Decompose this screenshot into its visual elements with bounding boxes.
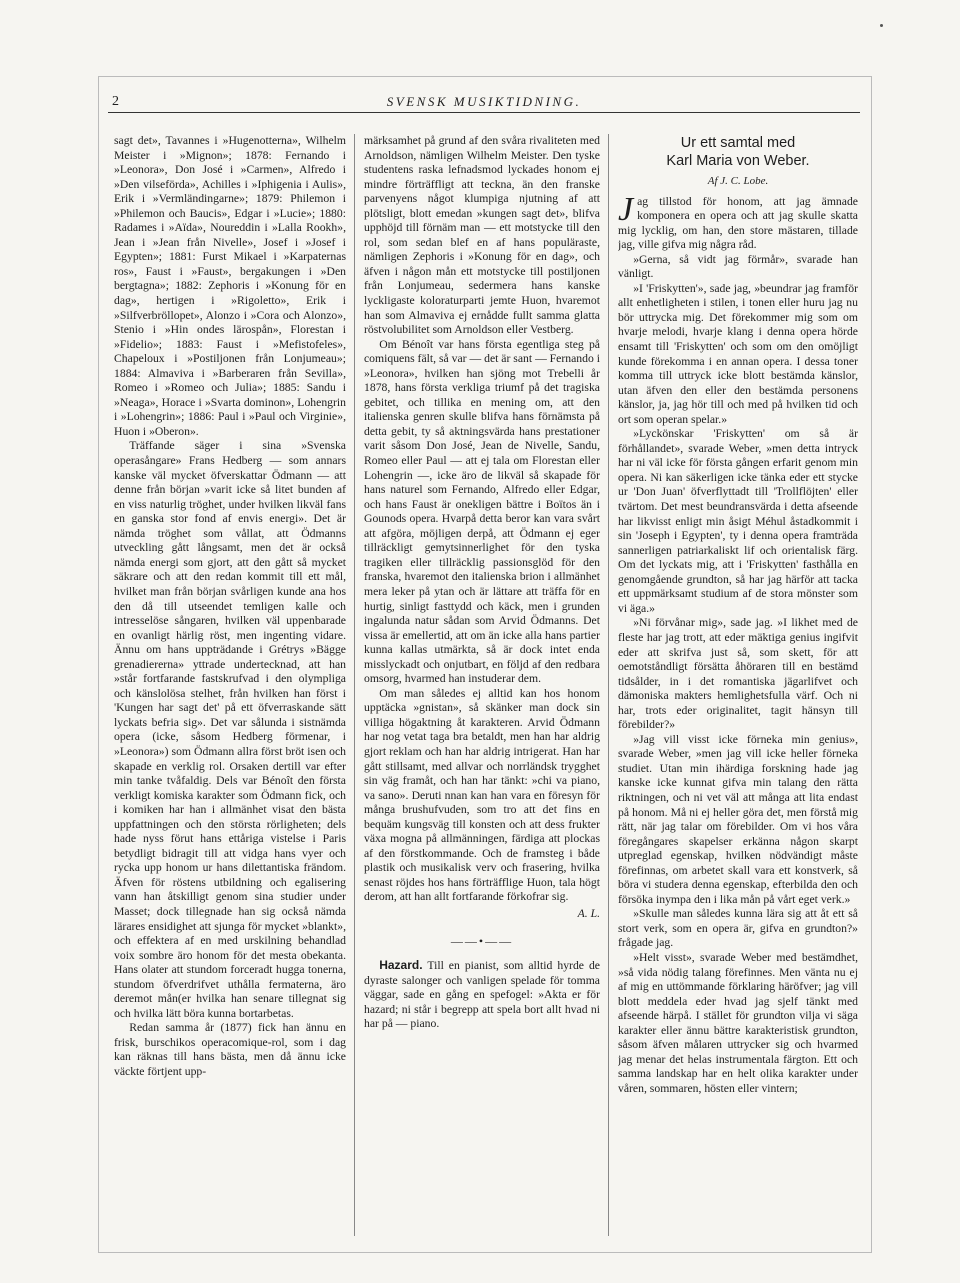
hazard-text: Till en pianist, som alltid hyrde de dyraste salonger och vanligen spelade för tomma väggar, sade en gång en spefogel: »Akta er för hazard; ni står i begrepp att spela bort allt hvad ni har på — piano.	[364, 959, 600, 1031]
running-head: SVENSK MUSIKTIDNING.	[386, 94, 582, 109]
paragraph: Om man således ej alltid kan hos honom upptäcka »gnistan», så skänker man dock sin villiga högaktning åt karakteren. Arvid Ödmann har nog vetat taga bra betaldt, men han har aldrig gjort reklam och han har aldrig intrigerat. Han har gått stillsamt, med allvar och norrländsk trygghet sin väg framåt, och han har tänkt: »chi va piano, va sano». Deruti nnan kan han vara en föresyn för många brushufvuden, som tro att det fins en bequäm kungsväg till konsten och att dess frukter växa mogna på allmänningen, färdiga att plockas af den förstkommande. Och de framsteg i både plastik och musikalisk verv och frasering, hvilka senast röjdes hos hans förträfflige Huon, tala högt derom, att han allt fortfarande förkofrar sig.	[364, 686, 600, 904]
article-title-line-2: Karl Maria von Weber.	[666, 153, 810, 169]
paragraph: märksamhet på grund af den svåra rivaliteten med Arnoldson, nämligen Wilhelm Meister. Den tyske studentens raska lefnadsmod lyckades honom ej mindre förträffligt att teckna, än den franske parvenyens något klumpiga njutning af att plötsligt, blott emedan »kungen sagt det», blifva upphöjd till förnäm man — ett motstycke till den rol, som sedan blef en af hans populäraste, nämligen Zephoris i »Konung för en dag», och äfven i någon mån ett motstycke till postiljonen från Lonjumeau, sedermera hans kanske lyckligaste koloraturparti jemte Huon, hvaremot han som Almaviva ej ernådde fullt samma glatta röstvolubilitet som Arnoldson eller Vestberg.	[364, 134, 600, 337]
byline: Af J. C. Lobe.	[707, 175, 769, 187]
paragraph: Redan samma år (1877) fick han ännu en frisk, burschikos operacomique-rol, som i dag kan räknas till hans bästa, men då ännu icke väckte förtjent upp-	[114, 1021, 346, 1078]
page-number: 2	[112, 94, 119, 109]
hazard-paragraph	[364, 958, 600, 1032]
column-1	[114, 134, 346, 1244]
paragraph: »I 'Friskytten'», sade jag, »beundrar jag framför allt enhetligheten i stilen, i tonen eller huru jag nu bör uttrycka mig. Det förekommer mig som om hvarje melodi, hvarje klang i denna opera hörde ensamt till 'Friskytten' och som om den omöjligt kunde förekomma i en annan opera. I dessa toner komma till uttryck icke blott bestämda känslor, utan äfven den eller den bestämda personens känslor, ja, jag hör till och med på hvilken tid och ort som operan spelar.»	[618, 281, 858, 426]
article-title	[618, 134, 858, 170]
paragraph: »Helt visst», svarade Weber med bestämdhet, »så vida nödig talang förefinnes. Men vänta nu ej af mig en uttömmande förklaring häröfver; jag vill blott meddela eder hvad jag sjelf tänkt med afseende härpå. I stället för grundton vilja vi säga karakter eller ännu bättre karakteristisk grundton, såsom äfven målaren uttrycker sig och hvarmed jag menar det helas instrumentala färgton. Ett och samma landskap har en helt olika karakter under våren, sommaren, hösten eller vintern;	[618, 950, 858, 1095]
column-rule-2	[608, 134, 609, 1236]
paragraph	[618, 190, 858, 253]
paragraph: sagt det», Tavannes i »Hugenotterna», Wilhelm Meister i »Mignon»; 1878: Fernando i »Leonora», Don José i »Carmen», Alfredo i »Den vilseförda», Achilles i »Iphigenia i Aulis», Erik i »Vermländingarne»; 1879: Philemon i »Philemon och Baucis», Edgar i »Lucie»; 1880: Radames i »Aïda», Noureddin i »Lalla Rookh», Jean i »Jean från Nivelle», Josef i »Josef i Egypten»; 1881: Furst Mikael i »Karpaternas ros», Faust i »Faust», bergakungen i »Den bergtagna»; 1882: Zephoris i »Konung för en dag», hertigen i »Rigoletto», Erik i »Silfverbröllopet», Alonzo i »Cora och Alonzo», Stenio i »Hin ondes lärospån», Florestan i »Fidelio»; 1883: Faust i »Mefistofeles», Chapeloux i »Postiljonen från Lonjumeau»; 1884: Almaviva i »Barberaren från Sevilla», Romeo i »Romeo och Julia»; 1885: Sandu i »Neaga», Horace i »Svarta dominon», Lohengrin i »Lohengrin»; 1886: Paul i »Paul och Virginie», Huon i »Oberon».	[114, 134, 346, 438]
paragraph: »Skulle man således kunna lära sig att åt ett så stort verk, som en opera är, gifva en grundton?» frågade jag.	[618, 907, 858, 950]
newspaper-page	[108, 86, 860, 1241]
page-header	[108, 86, 860, 113]
drop-cap: J	[618, 190, 634, 228]
paragraph: »Ni förvånar mig», sade jag. »I likhet med de fleste har jag trott, att eder mäktiga genius ingifvit eder att skrifva just så, som skett, för att oemotståndligt försätta åhöraren till en bestämd tidsålder, in i det romantiska jägarlifvet och dämoniska makters hemlighetsfulla värf. Och ni har, trots eder originalitet, tagit hänsyn till förebilder?»	[618, 616, 858, 732]
column-2	[364, 134, 600, 1244]
paragraph: »Gerna, så vidt jag förmår», svarade han vänligt.	[618, 252, 858, 281]
paragraph: Om Bénoît var hans första egentliga steg på comiquens fält, så var — det är sant — Fernando i »Leonora», hvilken han sjöng mot Trebelli år 1878, hans första verkliga triumf på det tragiska gebitet, och tillika en mening om, att den italienska genren skulle blifva hans förnämsta på detta gebit, ty så aktningsvärda hans prestationer varit såsom Don José, Jean de Nivelle, Sandu, Romeo eller Paul — att ej tala om Florestan eller Lohengrin —, icke äro de likväl så skapade för hans naturel som Fernando, Alfredo eller Edgar, och hans Faust är onekligen bättre i Boïtos än i Gounods opera. Hvarpå detta beror kan vara svårt att afgöra, möjligen derpå, att Ödmann ej eger tillräckligt gemytsinnerlighet för den tyska tragiken eller tillräcklig passionsglöd för den franska, hvaremot den italienska brion i allmänhet mera leker på ytan och är lättare att träffa för en hurtig, sinligt fasttydd och käck, men i grunden ingalunda natur sådan som Arvid Ödmanns. Det vissa är emellertid, att om än icke alla hans partier kunna kallas utmärkta, så är dock intet enda misslyckadt och onjutbart, en följd af den redbara omsorg, hvarmed han instuderar dem.	[364, 337, 600, 686]
column-rule-1	[354, 134, 355, 1236]
paragraph: »Lyckönskar 'Friskytten' om så är förhållandet», svarade Weber, »men detta intryck har ni väl icke för första gången erfarit genom min opera. Ni kan säkerligen icke tänka eder ett stycke ur 'Don Juan' öfverflyttadt till 'Trollflöjten' eller tvärtom. Det mest beundransvärda i detta afseende har likvisst enligt min åsigt Méhul åstadkommit i sin 'Joseph i Egypten', ty i denna opera framträda sannerligen patriarkaliskt lif och orientalisk färg. Om det lyckats mig, att i 'Friskytten' fasthålla en genomgående grundton, så har jag härför att tacka ett uppmärksamt studium af de stora mönster som vi äga.»	[618, 427, 858, 615]
paragraph-text: ag tillstod för honom, att jag ämnade komponera en opera och att jag skulle skatta mig lycklig, om han, den store mästaren, tillade jag, ville gifva mig några råd.	[618, 194, 858, 252]
section-separator: ——•——	[450, 933, 514, 948]
article-signature: A. L.	[577, 906, 600, 920]
speck	[880, 24, 883, 27]
paragraph: Träffande säger i sina »Svenska operasångare» Frans Hedberg — som annars kanske väl mycket öfverskattar Ödmann — att denne från början »varit icke så litet bunden af en viss naturlig tröghet, under hvilken likväl fans en ganska stor fond af envis energi». Det är nämda tröghet som vållat, att Ödmanns utveckling gått långsamt, men det är också nämda energi som gjort, att den gått så mycket säkrare och att den redan kommit till ett mål, hvilket man från början svårligen kunde ana hos den då till utseendet temligen kalle och intresselöse sångaren, hvilken väl uppenbarade en ovanligt härlig röst, men ingenting vidare. Ännu om hans uppträdande i Grétrys »Bägge grenadiererna» yttrade undertecknad, att han »står fortfarande fastskrufvad i den olympliga och känslolösa stelhet, från hvilken han först i 'Kungen har sagt det' på ett öfverraskande sätt lyckats befria sig». Det var sålunda i sistnämda opera (icke, såsom Hedberg förmenar, i »Leonora») som Ödmann allra först bröt isen och skapade en verklig rol. Orsaken dertill var efter min tanke tvåfaldig. Dels var Bénoît den första verkligt komiska karakter som Ödmann fick, och i komiken har han i allmänhet visat den bästa uppfattningen och den största rörligheten; dels hade nyss förut hans ettåriga vistelse i Paris betydligt bidragit till att vidga hans vyer och rycka upp honom ur hans dilettantiska frändom. Äfven för röstens utbildning och egalisering vann han åtskilligt genom sina studier under Masset; dock tillegnade han sig också nämda lärares ensidighet att sjunga för mycket »blankt», och effektera af en med urskilning behandlad voix sombre äro honom för det mesta obekanta. Hans olater att stundom forceradt hugga tonerna, stundom öfverdrifvet uthålla fermaterna, äro deremot mån(er hvilka han senare tillegnat sig och hvilka lätt böra kunna bortarbetas.	[114, 439, 346, 1020]
hazard-title: Hazard.	[379, 958, 423, 973]
article-title-line-1: Ur ett samtal med	[680, 135, 796, 151]
paragraph: »Jag vill visst icke förneka min genius», svarade Weber, »men jag vill icke heller förneka studiet. Utan min ihärdiga forskning hade jag kanske icke kunnat gifva min talang den rätta riktningen, och ni vet väl att många att lita endast på honom. Må ni ej heller göra det, men förstå mig rätt, när jag talar om förebilder. Om vi hos våra föregångares skapelser erkänna någon skarpt utpreglad egenskap, hvilken nödvändigt måste förefinnas, om arbetet skall vara ett konstverk, så böra vi studera denna egenskap, efterbilda den och försöka inympa den i lika mån på vårt eget verk.»	[618, 732, 858, 906]
column-3	[618, 134, 858, 1244]
